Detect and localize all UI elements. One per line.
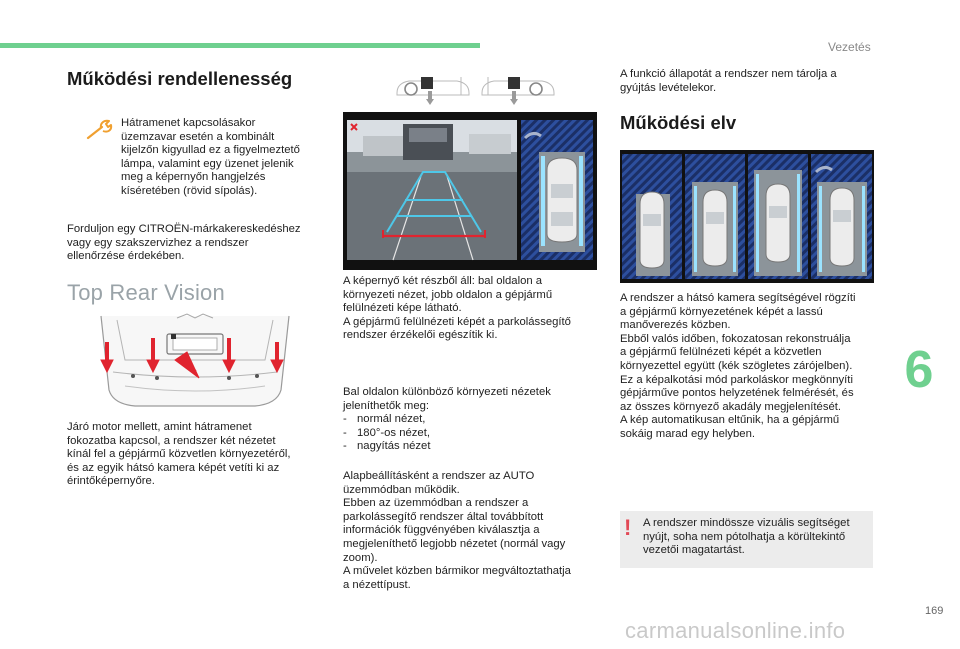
text-line: A képernyő két részből áll: bal oldalon a <box>343 275 543 287</box>
list-item: - 180°-os nézet, <box>343 426 430 439</box>
dealer-text <box>67 223 332 264</box>
text-line: és az egyik hátsó kamera képét vetíti ki az <box>67 461 280 474</box>
text-line: környezeti nézet, jobb oldalon a gépjármű <box>343 288 553 301</box>
text-line: környezettel együtt (kék szögletes zárójelben). <box>620 359 853 372</box>
text-line: vezetői magatartást. <box>643 544 745 557</box>
text-line: manőverezés közben. <box>620 319 731 332</box>
state-text <box>620 68 885 95</box>
text-line: A funkció állapotát a rendszer nem tárolja a <box>620 68 837 80</box>
text-line: nyújt, soha nem pótolhatja a körültekintő <box>643 530 846 543</box>
text-line: a gépjármű felülnézeti képét a közvetlen <box>620 346 822 359</box>
screen-caption <box>343 275 603 343</box>
text-line: ellenőrzése érdekében. <box>67 250 185 263</box>
principle-text <box>620 292 885 442</box>
text-line: a nézettípust. <box>343 578 411 591</box>
text-line: kínál fel a gépjármű közvetlen környezetéről, <box>67 448 291 461</box>
text-line: Ebben az üzemmódban a rendszer a <box>343 497 529 510</box>
zoom-view-icon <box>478 73 558 109</box>
warning-icon: ! <box>624 515 632 540</box>
text-line: zoom). <box>343 551 378 564</box>
text-line: Alapbeállításként a rendszer az AUTO <box>343 470 535 482</box>
car-rear-illustration <box>95 312 295 412</box>
text-line: üzemzavar esetén a kombinált <box>121 130 275 143</box>
chapter-number: 6 <box>904 341 934 399</box>
text-line: parkolássegítő rendszer által továbbított <box>343 510 544 523</box>
text-line: információk függvényében kiválasztja a <box>343 524 540 537</box>
text-line: A kép automatikusan eltűnik, ha a gépjármű <box>620 414 840 427</box>
text-line: A rendszer a hátsó kamera segítségével rögzíti <box>620 292 856 304</box>
text-line: megjeleníthető legjobb nézetet (normál vagy <box>343 537 566 550</box>
standard-view-icon <box>393 73 473 109</box>
watermark: carmanualsonline.info <box>625 618 846 643</box>
text-line: a gépjármű környezetének képét a lassú <box>620 305 823 318</box>
note-text <box>643 517 868 558</box>
text-line: érintőképernyőre. <box>67 475 155 488</box>
text-line: Ebből valós időben, fokozatosan rekonstruálja <box>620 332 851 345</box>
text-line: vagy egy szakszervizhez a rendszer <box>67 236 249 249</box>
text-line: Hátramenet kapcsolásakor <box>121 117 256 129</box>
text-line: kijelzőn kigyullad ez a figyelmeztető <box>121 144 300 157</box>
text-line: Forduljon egy CITROËN-márkakereskedéshez <box>67 223 301 235</box>
text-line: felülnézeti képe látható. <box>343 302 462 315</box>
malfunction-warning-text <box>121 117 321 199</box>
text-line: A rendszer mindössze vizuális segítséget <box>643 517 850 529</box>
views-text <box>343 386 603 454</box>
malfunction-title: Működési rendellenesség <box>67 68 293 89</box>
text-line: A művelet közben bármikor megváltoztathatja <box>343 565 571 578</box>
top-view-sequence-image <box>620 150 874 283</box>
page-number: 169 <box>925 605 944 617</box>
wrench-icon <box>84 117 114 141</box>
camera-screen-image <box>343 112 597 270</box>
text-line: meg a képernyőn hangjelzés <box>121 171 266 184</box>
text-line: az összes környező akadály megjelenítését. <box>620 400 842 413</box>
text-line: A gépjármű felülnézeti képét a parkolássegítő <box>343 315 571 328</box>
text-line: rendszer érzékelői egészítik ki. <box>343 329 498 342</box>
text-line: Ez a képalkotási mód parkoláskor megkönnyíti <box>620 373 853 386</box>
text-line: kíséretében (rövid sípolás). <box>121 184 258 197</box>
text-line: jeleníthetők meg: <box>343 399 430 412</box>
top-rear-vision-title: Top Rear Vision <box>67 280 225 305</box>
principle-title: Működési elv <box>620 112 737 133</box>
text-line: lámpa, valamint egy üzenet jelenik <box>121 157 294 170</box>
text-line: gyújtás levételekor. <box>620 81 717 94</box>
top-rear-vision-text <box>67 421 332 489</box>
text-line: fokozatba kapcsol, a rendszer két nézetet <box>67 434 276 447</box>
text-line: gépjárműve pontos helyzetének felmérését, és <box>620 387 854 400</box>
text-line: Járó motor mellett, amint hátramenet <box>67 421 252 433</box>
text-line: üzemmódban működik. <box>343 483 460 496</box>
list-item: - nagyítás nézet <box>343 440 431 453</box>
list-item: - normál nézet, <box>343 413 426 426</box>
section-label: Vezetés <box>828 40 871 54</box>
header-accent-bar <box>0 43 480 48</box>
auto-mode-text <box>343 470 608 592</box>
text-line: sokáig marad egy helyben. <box>620 427 756 440</box>
text-line: Bal oldalon különböző környezeti nézetek <box>343 386 551 398</box>
